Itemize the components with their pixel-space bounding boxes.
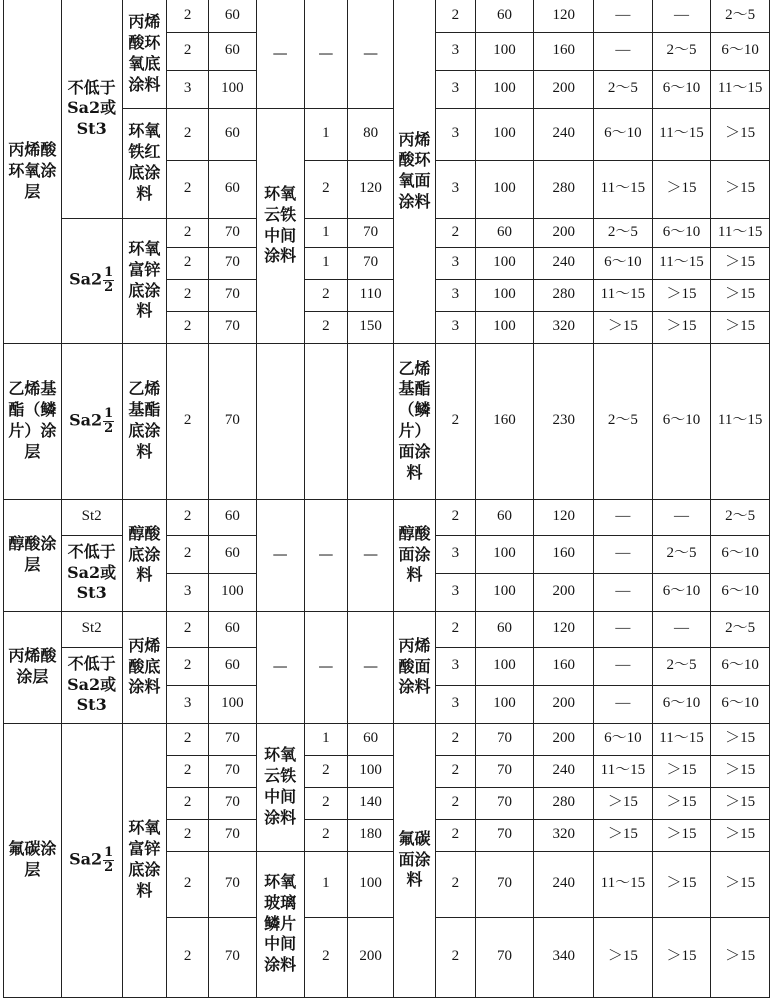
life-e-cell: ＞15 [711,247,770,279]
top-thickness-cell: 100 [475,535,534,573]
top-thickness-cell: 100 [475,311,534,343]
life-c-cell: ＞15 [594,917,653,997]
total-thickness-cell: 120 [534,611,594,647]
primer-thickness-cell: 100 [209,685,257,723]
primer-name-cell: 丙烯酸底涂料 [122,611,167,723]
primer-coats-cell: 2 [167,647,209,685]
total-thickness-cell: 240 [534,755,594,787]
mid-coat-name-cell: — [256,0,304,108]
life-e-cell: 11～15 [711,70,770,108]
life-d-cell: 2～5 [652,647,711,685]
top-coats-cell: 2 [435,218,475,247]
primer-coats-cell: 3 [167,573,209,611]
life-c-cell: — [594,573,653,611]
primer-coats-cell: 2 [167,917,209,997]
top-thickness-cell: 60 [475,0,534,32]
primer-thickness-cell: 70 [209,279,257,311]
life-e-cell: ＞15 [711,917,770,997]
life-c-cell: 11～15 [594,755,653,787]
primer-name-cell: 环氧富锌底涂料 [122,218,167,343]
top-thickness-cell: 100 [475,108,534,160]
mid-thickness-cell: 100 [348,755,394,787]
life-d-cell: 2～5 [652,32,711,70]
primer-thickness-cell: 60 [209,647,257,685]
mid-thickness-cell: 60 [348,723,394,755]
top-coats-cell: 3 [435,685,475,723]
top-coats-cell: 2 [435,0,475,32]
life-c-cell: 6～10 [594,108,653,160]
top-thickness-cell: 70 [475,723,534,755]
primer-thickness-cell: 70 [209,723,257,755]
table-row [4,723,770,755]
mid-thickness-cell: 110 [348,279,394,311]
life-e-cell: ＞15 [711,755,770,787]
primer-thickness-cell: 60 [209,32,257,70]
mid-thickness-cell: 100 [348,851,394,917]
life-e-cell: ＞15 [711,108,770,160]
life-d-cell: 6～10 [652,343,711,499]
primer-thickness-cell: 70 [209,755,257,787]
surface-prep-cell: St2 [61,611,122,647]
total-thickness-cell: 120 [534,0,594,32]
mid-coats-cell [304,343,348,499]
life-d-cell: ＞15 [652,787,711,819]
life-d-cell: ＞15 [652,917,711,997]
mid-coats-cell: 1 [304,218,348,247]
top-coats-cell: 3 [435,160,475,218]
primer-coats-cell: 2 [167,723,209,755]
fraction-numerator: 1 [104,405,114,421]
primer-thickness-cell: 70 [209,343,257,499]
life-c-cell: — [594,647,653,685]
top-thickness-cell: 70 [475,787,534,819]
primer-coats-cell: 2 [167,535,209,573]
life-e-cell: 2～5 [711,611,770,647]
top-thickness-cell: 70 [475,851,534,917]
primer-coats-cell: 2 [167,108,209,160]
top-coats-cell: 2 [435,851,475,917]
primer-thickness-cell: 100 [209,573,257,611]
life-d-cell: ＞15 [652,851,711,917]
life-e-cell: 11～15 [711,218,770,247]
primer-thickness-cell: 70 [209,851,257,917]
mid-thickness-cell: — [348,499,394,611]
total-thickness-cell: 200 [534,218,594,247]
table-row [4,343,770,499]
top-coats-cell: 3 [435,70,475,108]
mid-coat-name-cell: 环氧云铁中间涂料 [256,108,304,343]
mid-thickness-cell: 120 [348,160,394,218]
total-thickness-cell: 200 [534,723,594,755]
total-thickness-cell: 280 [534,160,594,218]
life-c-cell: — [594,0,653,32]
top-coats-cell: 2 [435,343,475,499]
life-e-cell: 11～15 [711,343,770,499]
prep-fraction [103,407,114,435]
total-thickness-cell: 200 [534,573,594,611]
surface-prep-cell [61,343,122,499]
life-c-cell: — [594,32,653,70]
mid-thickness-cell: 200 [348,917,394,997]
life-c-cell: — [594,611,653,647]
top-coats-cell: 3 [435,32,475,70]
top-thickness-cell: 160 [475,343,534,499]
topcoat-name-cell: 乙烯基酯（鳞片）面涂料 [394,343,436,499]
primer-coats-cell: 2 [167,279,209,311]
mid-thickness-cell [348,343,394,499]
life-e-cell: ＞15 [711,851,770,917]
total-thickness-cell: 280 [534,279,594,311]
life-d-cell: — [652,499,711,535]
total-thickness-cell: 240 [534,247,594,279]
mid-coats-cell: 1 [304,108,348,160]
mid-coats-cell: 2 [304,311,348,343]
life-e-cell: ＞15 [711,723,770,755]
life-e-cell: ＞15 [711,279,770,311]
mid-thickness-cell: 70 [348,247,394,279]
coating-spec-table [3,0,770,998]
fraction-denominator: 2 [104,859,114,875]
life-d-cell: 6～10 [652,573,711,611]
life-e-cell: 6～10 [711,685,770,723]
mid-thickness-cell: 80 [348,108,394,160]
surface-prep-cell: 不低于Sa2或St3 [61,0,122,218]
total-thickness-cell: 230 [534,343,594,499]
life-c-cell: ＞15 [594,311,653,343]
mid-thickness-cell: — [348,611,394,723]
mid-thickness-cell: 150 [348,311,394,343]
mid-coat-name-cell [256,343,304,499]
mid-thickness-cell: 180 [348,819,394,851]
primer-thickness-cell: 70 [209,311,257,343]
primer-coats-cell: 2 [167,755,209,787]
life-c-cell: 2～5 [594,343,653,499]
topcoat-name-cell: 醇酸面涂料 [394,499,436,611]
topcoat-name-cell: 丙烯酸环氧面涂料 [394,0,436,343]
top-thickness-cell: 70 [475,819,534,851]
mid-coats-cell: 2 [304,279,348,311]
top-thickness-cell: 60 [475,218,534,247]
primer-thickness-cell: 60 [209,535,257,573]
life-d-cell: — [652,0,711,32]
mid-coat-name-cell: 环氧云铁中间涂料 [256,723,304,851]
primer-thickness-cell: 70 [209,917,257,997]
mid-coats-cell: — [304,499,348,611]
surface-prep-cell: 不低于Sa2或St3 [61,535,122,611]
primer-coats-cell: 3 [167,70,209,108]
total-thickness-cell: 240 [534,108,594,160]
prep-grade-text: Sa2 [69,410,103,430]
primer-thickness-cell: 100 [209,70,257,108]
table-row [4,611,770,647]
life-e-cell: 6～10 [711,32,770,70]
prep-fraction [103,266,114,294]
mid-thickness-cell: — [348,0,394,108]
life-d-cell: 2～5 [652,535,711,573]
primer-coats-cell: 3 [167,685,209,723]
life-c-cell: — [594,535,653,573]
system-name-cell: 氟碳涂层 [4,723,62,997]
top-coats-cell: 3 [435,279,475,311]
total-thickness-cell: 320 [534,819,594,851]
mid-thickness-cell: 140 [348,787,394,819]
top-coats-cell: 3 [435,311,475,343]
surface-prep-cell: 不低于Sa2或St3 [61,647,122,723]
primer-thickness-cell: 70 [209,218,257,247]
table-row [4,218,770,247]
top-thickness-cell: 70 [475,755,534,787]
primer-coats-cell: 2 [167,851,209,917]
mid-coats-cell: 2 [304,160,348,218]
primer-coats-cell: 2 [167,0,209,32]
life-c-cell: 2～5 [594,218,653,247]
primer-thickness-cell: 60 [209,160,257,218]
primer-name-cell: 丙烯酸环氧底涂料 [122,0,167,108]
top-thickness-cell: 100 [475,685,534,723]
total-thickness-cell: 320 [534,311,594,343]
life-e-cell: 6～10 [711,535,770,573]
top-coats-cell: 3 [435,108,475,160]
top-thickness-cell: 100 [475,573,534,611]
primer-thickness-cell: 70 [209,787,257,819]
life-e-cell: ＞15 [711,787,770,819]
life-d-cell: 6～10 [652,218,711,247]
primer-thickness-cell: 60 [209,108,257,160]
system-name-cell: 丙烯酸环氧涂层 [4,0,62,343]
top-thickness-cell: 100 [475,32,534,70]
total-thickness-cell: 160 [534,647,594,685]
life-e-cell: 2～5 [711,499,770,535]
primer-coats-cell: 2 [167,218,209,247]
primer-thickness-cell: 60 [209,499,257,535]
life-c-cell: 11～15 [594,160,653,218]
life-d-cell: 11～15 [652,247,711,279]
fraction-numerator: 1 [104,844,114,860]
mid-coat-name-cell: 环氧玻璃鳞片中间涂料 [256,851,304,997]
top-coats-cell: 2 [435,917,475,997]
primer-name-cell: 环氧富锌底涂料 [122,723,167,997]
primer-thickness-cell: 60 [209,611,257,647]
primer-name-cell: 环氧铁红底涂料 [122,108,167,218]
prep-grade-text: Sa2 [69,849,103,869]
top-coats-cell: 2 [435,819,475,851]
life-d-cell: ＞15 [652,755,711,787]
top-coats-cell: 2 [435,723,475,755]
mid-coats-cell: 2 [304,787,348,819]
top-coats-cell: 2 [435,787,475,819]
primer-coats-cell: 2 [167,160,209,218]
prep-fraction [103,846,114,874]
total-thickness-cell: 240 [534,851,594,917]
top-thickness-cell: 60 [475,499,534,535]
top-coats-cell: 2 [435,499,475,535]
fraction-numerator: 1 [104,265,114,281]
mid-coats-cell: 1 [304,247,348,279]
life-e-cell: ＞15 [711,160,770,218]
mid-coats-cell: 1 [304,723,348,755]
life-e-cell: 2～5 [711,0,770,32]
top-thickness-cell: 100 [475,247,534,279]
primer-coats-cell: 2 [167,343,209,499]
table-row [4,499,770,535]
mid-coats-cell: 2 [304,819,348,851]
top-coats-cell: 2 [435,611,475,647]
life-c-cell: — [594,499,653,535]
total-thickness-cell: 160 [534,535,594,573]
mid-coats-cell: — [304,611,348,723]
mid-coats-cell: 1 [304,851,348,917]
mid-coats-cell: 2 [304,755,348,787]
mid-coats-cell: 2 [304,917,348,997]
life-c-cell: ＞15 [594,787,653,819]
primer-thickness-cell: 70 [209,819,257,851]
mid-thickness-cell: 70 [348,218,394,247]
mid-coat-name-cell: — [256,611,304,723]
life-d-cell: 11～15 [652,108,711,160]
top-coats-cell: 3 [435,247,475,279]
total-thickness-cell: 200 [534,70,594,108]
primer-coats-cell: 2 [167,787,209,819]
top-coats-cell: 2 [435,755,475,787]
life-c-cell: — [594,685,653,723]
total-thickness-cell: 200 [534,685,594,723]
topcoat-name-cell: 氟碳面涂料 [394,723,436,997]
surface-prep-cell: St2 [61,499,122,535]
system-name-cell: 醇酸涂层 [4,499,62,611]
top-thickness-cell: 100 [475,160,534,218]
life-c-cell: 2～5 [594,70,653,108]
top-coats-cell: 3 [435,573,475,611]
primer-coats-cell: 2 [167,32,209,70]
fraction-denominator: 2 [104,420,114,436]
top-thickness-cell: 100 [475,70,534,108]
mid-coats-cell: — [304,0,348,108]
primer-name-cell: 醇酸底涂料 [122,499,167,611]
top-coats-cell: 3 [435,535,475,573]
primer-thickness-cell: 70 [209,247,257,279]
primer-coats-cell: 2 [167,311,209,343]
life-d-cell: ＞15 [652,311,711,343]
life-c-cell: 6～10 [594,723,653,755]
table-row [4,0,770,32]
life-d-cell: — [652,611,711,647]
top-thickness-cell: 60 [475,611,534,647]
life-d-cell: 6～10 [652,685,711,723]
system-name-cell: 乙烯基酯（鳞片）涂层 [4,343,62,499]
total-thickness-cell: 280 [534,787,594,819]
life-c-cell: ＞15 [594,819,653,851]
surface-prep-cell [61,218,122,343]
fraction-denominator: 2 [104,280,114,295]
table-wrapper [3,0,770,998]
life-d-cell: 6～10 [652,70,711,108]
topcoat-name-cell: 丙烯酸面涂料 [394,611,436,723]
life-e-cell: ＞15 [711,819,770,851]
life-c-cell: 11～15 [594,279,653,311]
top-thickness-cell: 100 [475,647,534,685]
primer-coats-cell: 2 [167,611,209,647]
life-e-cell: 6～10 [711,573,770,611]
life-d-cell: 11～15 [652,723,711,755]
life-c-cell: 11～15 [594,851,653,917]
life-c-cell: 6～10 [594,247,653,279]
primer-coats-cell: 2 [167,247,209,279]
total-thickness-cell: 340 [534,917,594,997]
life-d-cell: ＞15 [652,819,711,851]
life-d-cell: ＞15 [652,279,711,311]
total-thickness-cell: 160 [534,32,594,70]
primer-coats-cell: 2 [167,499,209,535]
mid-coat-name-cell: — [256,499,304,611]
surface-prep-cell [61,723,122,997]
top-thickness-cell: 100 [475,279,534,311]
life-e-cell: ＞15 [711,311,770,343]
total-thickness-cell: 120 [534,499,594,535]
primer-name-cell: 乙烯基酯底涂料 [122,343,167,499]
life-e-cell: 6～10 [711,647,770,685]
top-coats-cell: 3 [435,647,475,685]
system-name-cell: 丙烯酸涂层 [4,611,62,723]
primer-thickness-cell: 60 [209,0,257,32]
life-d-cell: ＞15 [652,160,711,218]
primer-coats-cell: 2 [167,819,209,851]
prep-grade-text: Sa2 [69,270,103,289]
top-thickness-cell: 70 [475,917,534,997]
